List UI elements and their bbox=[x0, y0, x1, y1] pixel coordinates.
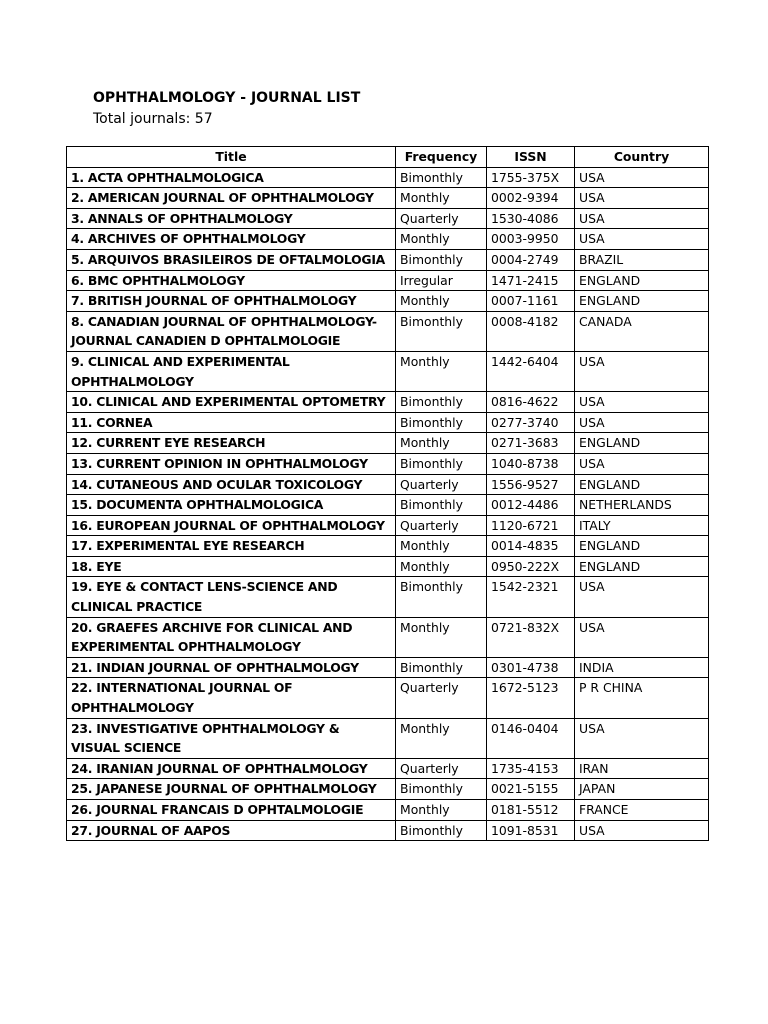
cell-title: 20. GRAEFES ARCHIVE FOR CLINICAL AND EXPERIMENTAL OPHTHALMOLOGY bbox=[67, 617, 396, 657]
journal-table bbox=[66, 146, 709, 841]
cell-issn: 1556-9527 bbox=[487, 474, 575, 495]
cell-country: USA bbox=[575, 617, 709, 657]
header-country: Country bbox=[575, 147, 709, 168]
cell-frequency: Bimonthly bbox=[396, 779, 487, 800]
cell-country: USA bbox=[575, 820, 709, 841]
cell-country: ENGLAND bbox=[575, 270, 709, 291]
cell-country: USA bbox=[575, 167, 709, 188]
cell-frequency: Bimonthly bbox=[396, 392, 487, 413]
table-header-row bbox=[67, 147, 709, 168]
table-row bbox=[67, 392, 709, 413]
cell-frequency: Quarterly bbox=[396, 758, 487, 779]
cell-issn: 1442-6404 bbox=[487, 351, 575, 391]
table-row bbox=[67, 249, 709, 270]
cell-country: JAPAN bbox=[575, 779, 709, 800]
cell-frequency: Monthly bbox=[396, 800, 487, 821]
cell-issn: 1530-4086 bbox=[487, 208, 575, 229]
cell-frequency: Quarterly bbox=[396, 678, 487, 718]
table-row bbox=[67, 779, 709, 800]
cell-title: 27. JOURNAL OF AAPOS bbox=[67, 820, 396, 841]
cell-frequency: Monthly bbox=[396, 351, 487, 391]
cell-frequency: Monthly bbox=[396, 556, 487, 577]
cell-frequency: Monthly bbox=[396, 291, 487, 312]
table-row bbox=[67, 412, 709, 433]
cell-issn: 0003-9950 bbox=[487, 229, 575, 250]
table-row bbox=[67, 657, 709, 678]
cell-country: ENGLAND bbox=[575, 474, 709, 495]
cell-issn: 0816-4622 bbox=[487, 392, 575, 413]
table-row bbox=[67, 577, 709, 617]
cell-country: CANADA bbox=[575, 311, 709, 351]
cell-country: ENGLAND bbox=[575, 291, 709, 312]
cell-issn: 0950-222X bbox=[487, 556, 575, 577]
cell-frequency: Bimonthly bbox=[396, 657, 487, 678]
cell-frequency: Monthly bbox=[396, 536, 487, 557]
table-row bbox=[67, 474, 709, 495]
table-row bbox=[67, 208, 709, 229]
table-row bbox=[67, 188, 709, 209]
cell-country: USA bbox=[575, 453, 709, 474]
cell-issn: 1091-8531 bbox=[487, 820, 575, 841]
cell-frequency: Quarterly bbox=[396, 515, 487, 536]
table-row bbox=[67, 820, 709, 841]
cell-frequency: Bimonthly bbox=[396, 495, 487, 516]
cell-frequency: Bimonthly bbox=[396, 249, 487, 270]
cell-country: USA bbox=[575, 351, 709, 391]
cell-frequency: Monthly bbox=[396, 229, 487, 250]
cell-country: FRANCE bbox=[575, 800, 709, 821]
cell-title: 25. JAPANESE JOURNAL OF OPHTHALMOLOGY bbox=[67, 779, 396, 800]
table-row bbox=[67, 758, 709, 779]
cell-country: BRAZIL bbox=[575, 249, 709, 270]
header-frequency: Frequency bbox=[396, 147, 487, 168]
cell-issn: 0021-5155 bbox=[487, 779, 575, 800]
cell-title: 2. AMERICAN JOURNAL OF OPHTHALMOLOGY bbox=[67, 188, 396, 209]
cell-title: 5. ARQUIVOS BRASILEIROS DE OFTALMOLOGIA bbox=[67, 249, 396, 270]
table-row bbox=[67, 351, 709, 391]
cell-title: 19. EYE & CONTACT LENS-SCIENCE AND CLINICAL PRACTICE bbox=[67, 577, 396, 617]
cell-issn: 0004-2749 bbox=[487, 249, 575, 270]
table-row bbox=[67, 800, 709, 821]
cell-country: P R CHINA bbox=[575, 678, 709, 718]
cell-issn: 0012-4486 bbox=[487, 495, 575, 516]
cell-frequency: Monthly bbox=[396, 617, 487, 657]
cell-issn: 0181-5512 bbox=[487, 800, 575, 821]
header-title: Title bbox=[67, 147, 396, 168]
cell-frequency: Bimonthly bbox=[396, 311, 487, 351]
table-row bbox=[67, 515, 709, 536]
journal-rows bbox=[67, 167, 709, 841]
cell-title: 4. ARCHIVES OF OPHTHALMOLOGY bbox=[67, 229, 396, 250]
cell-title: 15. DOCUMENTA OPHTHALMOLOGICA bbox=[67, 495, 396, 516]
cell-issn: 0007-1161 bbox=[487, 291, 575, 312]
cell-frequency: Monthly bbox=[396, 718, 487, 758]
cell-issn: 0277-3740 bbox=[487, 412, 575, 433]
cell-title: 11. CORNEA bbox=[67, 412, 396, 433]
cell-issn: 1735-4153 bbox=[487, 758, 575, 779]
cell-frequency: Quarterly bbox=[396, 208, 487, 229]
document-title: OPHTHALMOLOGY - JOURNAL LIST bbox=[93, 90, 361, 106]
cell-frequency: Monthly bbox=[396, 188, 487, 209]
table-row bbox=[67, 270, 709, 291]
table-row bbox=[67, 536, 709, 557]
cell-issn: 1040-8738 bbox=[487, 453, 575, 474]
cell-country: ITALY bbox=[575, 515, 709, 536]
table-row bbox=[67, 617, 709, 657]
cell-title: 13. CURRENT OPINION IN OPHTHALMOLOGY bbox=[67, 453, 396, 474]
cell-country: USA bbox=[575, 577, 709, 617]
cell-title: 22. INTERNATIONAL JOURNAL OF OPHTHALMOLOGY bbox=[67, 678, 396, 718]
cell-title: 26. JOURNAL FRANCAIS D OPHTALMOLOGIE bbox=[67, 800, 396, 821]
cell-issn: 0008-4182 bbox=[487, 311, 575, 351]
cell-frequency: Quarterly bbox=[396, 474, 487, 495]
cell-country: USA bbox=[575, 208, 709, 229]
header-issn: ISSN bbox=[487, 147, 575, 168]
cell-frequency: Bimonthly bbox=[396, 412, 487, 433]
table-row bbox=[67, 311, 709, 351]
cell-title: 16. EUROPEAN JOURNAL OF OPHTHALMOLOGY bbox=[67, 515, 396, 536]
cell-country: USA bbox=[575, 718, 709, 758]
cell-issn: 0002-9394 bbox=[487, 188, 575, 209]
cell-title: 17. EXPERIMENTAL EYE RESEARCH bbox=[67, 536, 396, 557]
document-subtitle: Total journals: 57 bbox=[93, 111, 213, 127]
table-row bbox=[67, 433, 709, 454]
cell-issn: 1471-2415 bbox=[487, 270, 575, 291]
cell-title: 12. CURRENT EYE RESEARCH bbox=[67, 433, 396, 454]
table-row bbox=[67, 453, 709, 474]
cell-issn: 0271-3683 bbox=[487, 433, 575, 454]
cell-title: 21. INDIAN JOURNAL OF OPHTHALMOLOGY bbox=[67, 657, 396, 678]
cell-country: ENGLAND bbox=[575, 536, 709, 557]
table-row bbox=[67, 229, 709, 250]
cell-issn: 0721-832X bbox=[487, 617, 575, 657]
cell-country: USA bbox=[575, 392, 709, 413]
cell-frequency: Bimonthly bbox=[396, 167, 487, 188]
cell-title: 3. ANNALS OF OPHTHALMOLOGY bbox=[67, 208, 396, 229]
cell-issn: 1542-2321 bbox=[487, 577, 575, 617]
cell-title: 6. BMC OPHTHALMOLOGY bbox=[67, 270, 396, 291]
cell-title: 10. CLINICAL AND EXPERIMENTAL OPTOMETRY bbox=[67, 392, 396, 413]
cell-country: USA bbox=[575, 412, 709, 433]
table-row bbox=[67, 718, 709, 758]
table-row bbox=[67, 167, 709, 188]
cell-country: USA bbox=[575, 188, 709, 209]
cell-issn: 0146-0404 bbox=[487, 718, 575, 758]
cell-frequency: Bimonthly bbox=[396, 577, 487, 617]
cell-country: NETHERLANDS bbox=[575, 495, 709, 516]
cell-country: INDIA bbox=[575, 657, 709, 678]
table-row bbox=[67, 556, 709, 577]
cell-title: 9. CLINICAL AND EXPERIMENTAL OPHTHALMOLOGY bbox=[67, 351, 396, 391]
cell-frequency: Irregular bbox=[396, 270, 487, 291]
cell-issn: 1755-375X bbox=[487, 167, 575, 188]
cell-country: ENGLAND bbox=[575, 556, 709, 577]
cell-issn: 0014-4835 bbox=[487, 536, 575, 557]
cell-country: IRAN bbox=[575, 758, 709, 779]
cell-title: 1. ACTA OPHTHALMOLOGICA bbox=[67, 167, 396, 188]
table-row bbox=[67, 678, 709, 718]
cell-title: 24. IRANIAN JOURNAL OF OPHTHALMOLOGY bbox=[67, 758, 396, 779]
cell-title: 8. CANADIAN JOURNAL OF OPHTHALMOLOGY-JOURNAL CANADIEN D OPHTALMOLOGIE bbox=[67, 311, 396, 351]
cell-title: 23. INVESTIGATIVE OPHTHALMOLOGY & VISUAL SCIENCE bbox=[67, 718, 396, 758]
cell-country: USA bbox=[575, 229, 709, 250]
table-row bbox=[67, 495, 709, 516]
cell-frequency: Bimonthly bbox=[396, 453, 487, 474]
table-row bbox=[67, 291, 709, 312]
cell-title: 7. BRITISH JOURNAL OF OPHTHALMOLOGY bbox=[67, 291, 396, 312]
cell-frequency: Bimonthly bbox=[396, 820, 487, 841]
cell-issn: 1672-5123 bbox=[487, 678, 575, 718]
cell-issn: 1120-6721 bbox=[487, 515, 575, 536]
cell-frequency: Monthly bbox=[396, 433, 487, 454]
cell-country: ENGLAND bbox=[575, 433, 709, 454]
cell-title: 14. CUTANEOUS AND OCULAR TOXICOLOGY bbox=[67, 474, 396, 495]
cell-title: 18. EYE bbox=[67, 556, 396, 577]
cell-issn: 0301-4738 bbox=[487, 657, 575, 678]
